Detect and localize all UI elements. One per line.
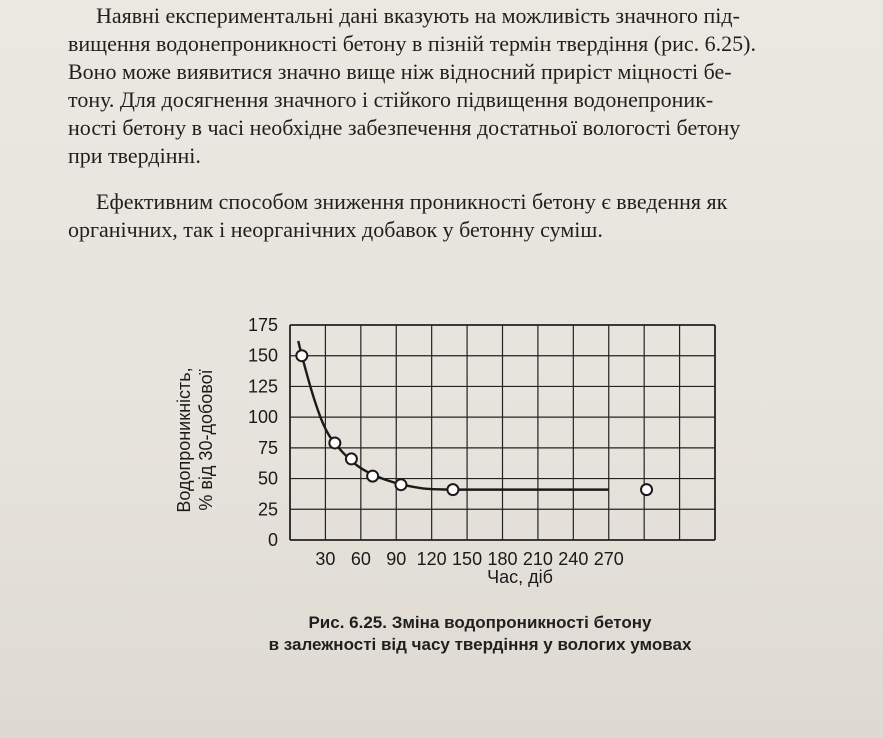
x-tick-label: 240 [558,549,589,569]
text-line: органічних, так і неорганічних добавок у бетонну суміш. [68,217,603,242]
y-axis-label: Водопроникність, [174,367,194,513]
text-line: вищення водонепроникності бетону в пізній термін твердіння (рис. 6.25). [68,31,756,56]
x-tick-label: 30 [315,549,336,569]
paragraph-2 [68,188,868,244]
data-marker [346,453,357,464]
series-line [298,341,608,490]
text-line: тону. Для досягнення значного і стійкого підвищення водонепроник- [68,87,714,112]
x-tick-label: 270 [593,549,624,569]
x-tick-label: 210 [522,549,553,569]
data-marker [296,350,307,361]
data-marker [329,437,340,448]
data-marker [367,471,378,482]
y-tick-label: 175 [247,315,278,335]
caption-line: в залежності від часу твердіння у вологих умовах [268,635,692,654]
caption-line: Рис. 6.25. Зміна водопроникності бетону [308,613,652,632]
y-tick-label: 75 [257,437,278,458]
y-tick-label: 50 [257,468,278,489]
x-tick-label: 90 [386,549,407,569]
y-tick-label: 125 [247,376,278,397]
chart-grid [290,325,715,540]
y-tick-label: 150 [247,345,278,366]
x-tick-label: 180 [487,549,518,569]
data-markers [296,350,652,495]
text-line: ності бетону в часі необхідне забезпечення достатньої вологості бетону [68,115,741,140]
y-tick-label: 25 [257,499,278,520]
text-line: при твердінні. [68,143,201,168]
y-tick-label: 100 [247,407,278,428]
water-permeability-chart [160,300,760,600]
figure-caption [230,612,730,656]
data-marker [641,484,652,495]
x-axis-label: Час, діб [487,567,553,587]
text-line: Ефективним способом зниження проникності бетону є введення як [96,189,728,214]
x-tick-label: 120 [416,549,447,569]
y-axis-label: % від 30-добової [196,369,216,511]
data-marker [395,479,406,490]
data-marker [447,484,458,495]
text-line: Воно може виявитися значно вище ніж відносний приріст міцності бе- [68,59,732,84]
y-tick-labels [248,315,278,550]
x-tick-label: 60 [350,549,371,569]
x-tick-labels [315,549,623,569]
y-tick-label: 0 [267,530,278,550]
text-line: Наявні експериментальні дані вказують на можливість значного під- [96,3,740,28]
x-tick-label: 150 [452,549,483,569]
paragraph-1 [68,2,868,170]
